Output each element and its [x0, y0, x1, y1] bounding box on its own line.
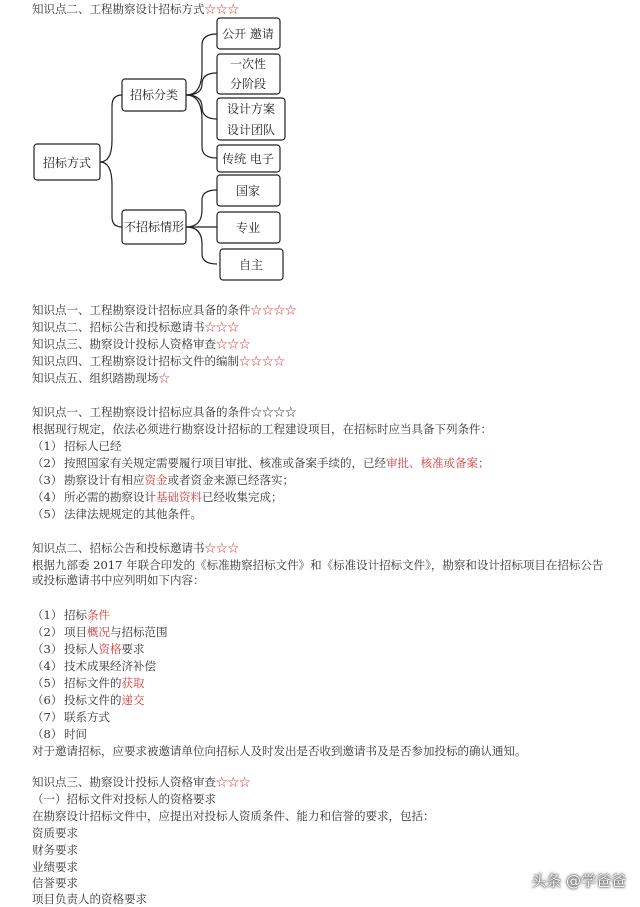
toc-item: 知识点一、工程勘察设计招标应具备的条件☆☆☆☆ [32, 303, 297, 317]
connector-branch2-leaf5 [186, 190, 217, 227]
mindmap-leaf3b-label: 设计团队 [226, 123, 276, 137]
mindmap-branch1-label: 招标分类 [129, 88, 179, 102]
list-item: （1） 招标人已经 [32, 439, 122, 453]
list-item: （3） 投标人资格要求 [32, 642, 145, 656]
sec-a-intro: 根据现行规定，依法必须进行勘察设计招标的工程建设项目，在招标时应当具备下列条件： [32, 422, 492, 436]
sec-a-title: 知识点一、工程勘察设计招标应具备的条件☆☆☆☆ [32, 405, 297, 419]
list-item: 业绩要求 [32, 860, 78, 874]
list-item: （1） 招标条件 [32, 608, 110, 622]
list-item: （4） 所必需的勘察设计基础资料已经收集完成； [32, 490, 283, 504]
sec-b-title: 知识点二、招标公告和投标邀请书☆☆☆ [32, 541, 239, 555]
mindmap-leaf5-label: 国家 [235, 184, 261, 198]
list-item: 资质要求 [32, 826, 78, 840]
list-item: （6） 投标文件的递交 [32, 693, 145, 707]
toc-item: 知识点四、工程勘察设计招标文件的编制☆☆☆☆ [32, 354, 285, 368]
toc-item: 知识点二、招标公告和投标邀请书☆☆☆ [32, 320, 239, 334]
sec-c-title: 知识点三、勘察设计投标人资格审查☆☆☆ [32, 775, 251, 789]
list-item: （3） 勘察设计有相应资金或者资金来源已经落实； [32, 473, 294, 487]
section1-stars: ☆☆☆ [204, 2, 239, 16]
toc-item: 知识点三、勘察设计投标人资格审查☆☆☆ [32, 337, 251, 351]
list-item: （5） 法律法规规定的其他条件。 [32, 507, 202, 521]
mindmap-leaf4-label: 传统 电子 [222, 152, 274, 166]
connector-branch2-leaf7 [186, 227, 217, 264]
list-item: （2） 项目概况与招标范围 [32, 625, 168, 639]
mindmap-leaf1-label: 公开 邀请 [222, 27, 274, 41]
mindmap-leaf2b-label: 分阶段 [229, 77, 267, 91]
mindmap-leaf3a-label: 设计方案 [226, 102, 276, 116]
mindmap-root-label: 招标方式 [42, 156, 92, 170]
sec-c-intro: 在勘察设计招标文件中，应提出对投标人资质条件、能力和信誉的要求，包括： [32, 809, 435, 823]
list-item: （4） 技术成果经济补偿 [32, 659, 156, 673]
sec-b-note: 对于邀请招标，应要求被邀请单位向招标人及时发出是否收到邀请书及是否参加投标的确认通知。 [32, 744, 527, 758]
list-item: （7） 联系方式 [32, 710, 110, 724]
sec-b-intro: 根据九部委 2017 年联合印发的《标准勘察招标文件》和《标准设计招标文件》，勘察和设计招标项目在招标公告或投标邀请书中应列明如下内容： [32, 558, 604, 587]
mindmap-branch2-label: 不招标情形 [123, 220, 185, 234]
list-item: （8） 时间 [32, 727, 87, 741]
section1-title: 知识点二、工程勘察设计招标方式 [32, 2, 205, 16]
toc-item: 知识点五、组织踏勘现场☆ [32, 371, 170, 385]
mindmap-leaf6-label: 专业 [235, 221, 261, 235]
list-item: （5） 招标文件的获取 [32, 676, 145, 690]
watermark: 头条 @学爸爸 [531, 872, 626, 890]
connector-root-branch2 [100, 162, 122, 227]
mindmap-leaf7-label: 自主 [238, 258, 264, 272]
connector-root-branch1 [100, 95, 122, 162]
list-item: 财务要求 [32, 843, 78, 857]
list-item: 项目负责人的资格要求 [32, 892, 147, 906]
mindmap-leaf2a-label: 一次性 [229, 57, 267, 71]
list-item: （2） 按照国家有关规定需要履行项目审批、核准或备案手续的，已经审批、核准或备案； [32, 456, 490, 470]
mindmap [0, 0, 640, 300]
list-item: 信誉要求 [32, 876, 78, 890]
sec-c-subtitle: （一）招标文件对投标人的资格要求 [32, 792, 216, 806]
